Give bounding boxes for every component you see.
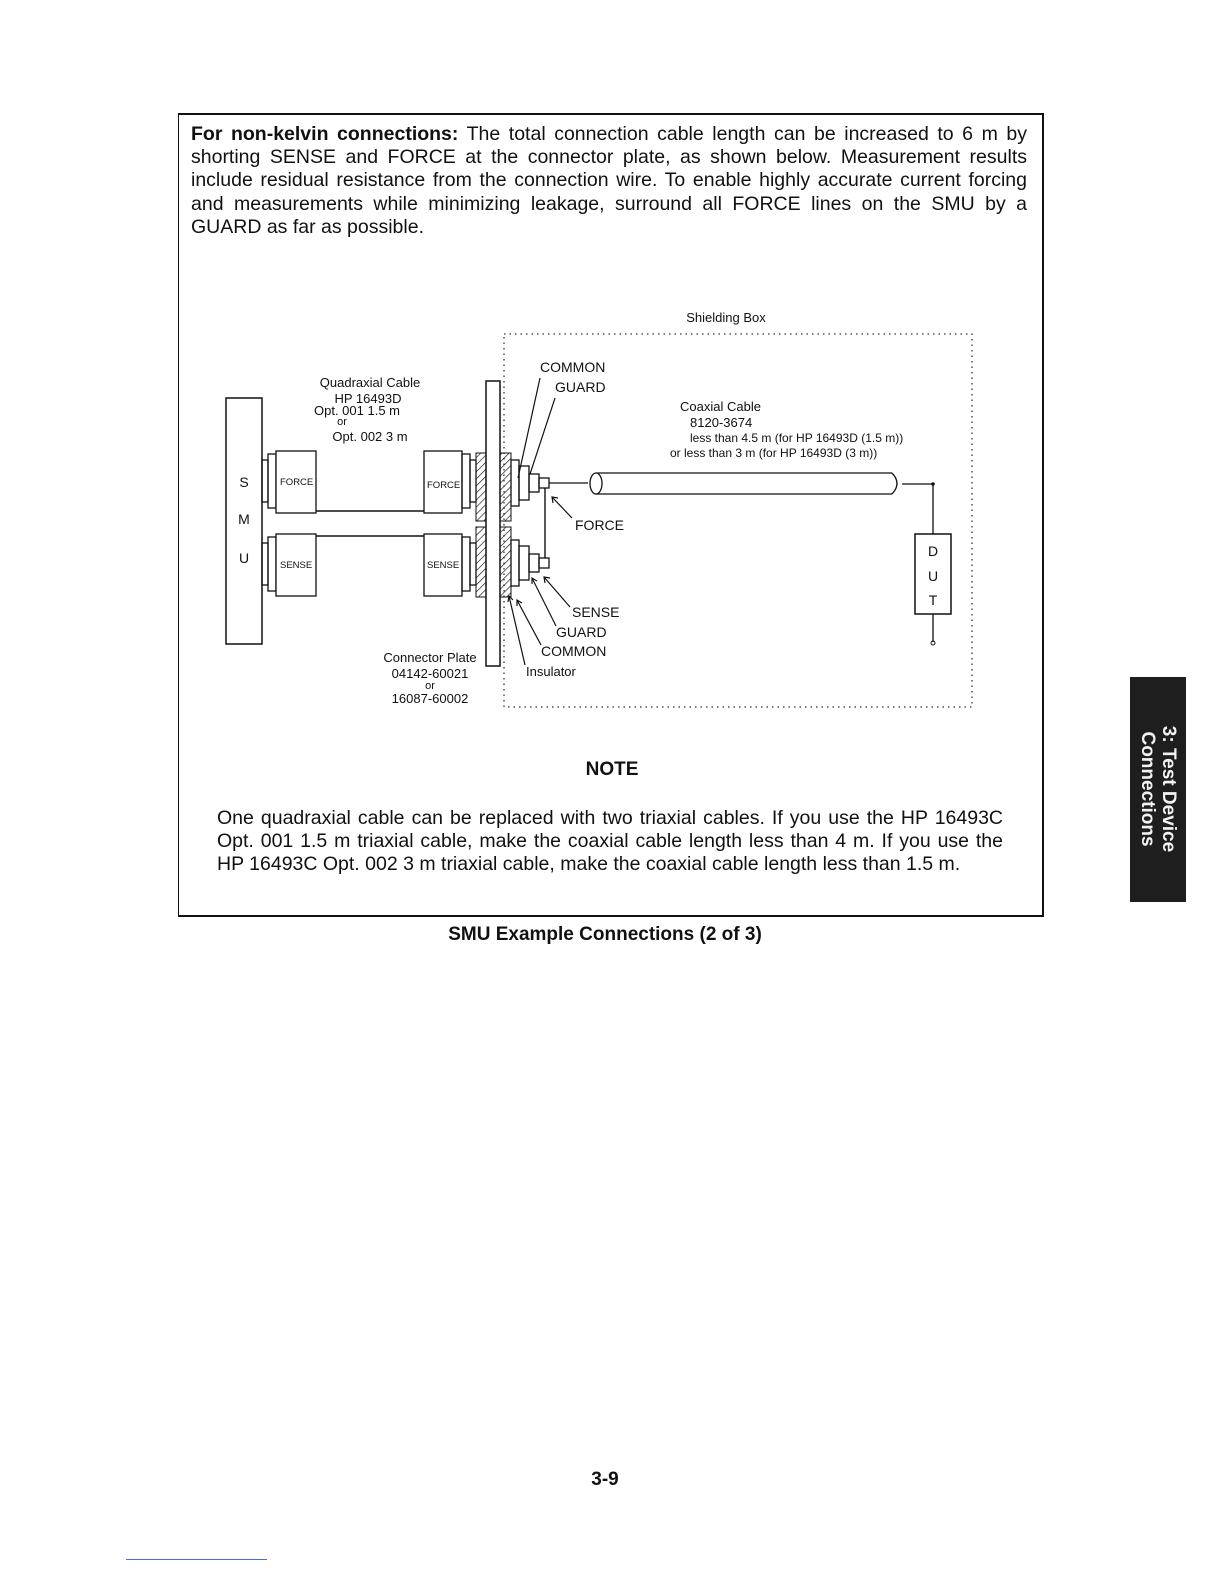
smu-letter-s: S <box>239 474 249 490</box>
connector-plate <box>486 381 500 666</box>
label-insulator: Insulator <box>526 664 576 679</box>
footer-rule <box>126 1559 267 1560</box>
label-guard-bottom: GUARD <box>556 624 607 640</box>
note-title: NOTE <box>585 759 639 780</box>
side-tab-line-2: Connections <box>1137 731 1158 847</box>
dut-letter-d: D <box>927 543 939 559</box>
dut-letter-t: T <box>928 592 938 608</box>
label-common-bottom: COMMON <box>541 643 607 659</box>
insulator-right-lower <box>500 527 511 597</box>
side-tab-label <box>1137 677 1179 902</box>
smu-force-connector <box>262 451 316 513</box>
insulator-right-upper <box>500 453 511 521</box>
smu-unit <box>226 398 262 644</box>
plate-force-connector <box>424 451 476 513</box>
svg-text:or: or <box>337 416 347 428</box>
smu-sense-label: SENSE <box>280 560 313 571</box>
smu-letter-m: M <box>238 511 250 527</box>
svg-text:Opt. 002 3 m: Opt. 002 3 m <box>332 429 408 444</box>
svg-text:Quadraxial Cable: Quadraxial Cable <box>319 375 421 390</box>
insulator-left-upper <box>476 453 486 521</box>
plate-force-label: FORCE <box>427 480 461 491</box>
svg-text:or: or <box>425 680 435 692</box>
svg-text:04142-60021: 04142-60021 <box>391 666 469 681</box>
force-leader <box>552 497 572 518</box>
svg-text:Coaxial Cable: Coaxial Cable <box>680 399 761 414</box>
plate-right-force-connector <box>511 460 549 506</box>
smu-sense-connector <box>262 534 316 596</box>
coaxial-cable-label <box>670 399 903 460</box>
quadraxial-cable <box>316 511 424 536</box>
svg-text:or less than 3 m (for HP 16493: or less than 3 m (for HP 16493D (3 m)) <box>670 446 878 460</box>
svg-text:Connector Plate: Connector Plate <box>383 650 477 665</box>
svg-text:less than 4.5 m (for HP 16493D: less than 4.5 m (for HP 16493D (1.5 m)) <box>690 431 904 445</box>
plate-sense-label: SENSE <box>427 560 460 571</box>
smu-force-label: FORCE <box>280 477 314 488</box>
label-sense: SENSE <box>572 604 620 620</box>
side-tab-line-1: 3: Test Device <box>1158 725 1179 853</box>
dut <box>915 534 951 614</box>
intro-lead: For non-kelvin connections: <box>191 123 459 145</box>
svg-text:8120-3674: 8120-3674 <box>690 415 753 430</box>
page-number: 3-9 <box>591 1469 619 1490</box>
figure-caption: SMU Example Connections (2 of 3) <box>448 924 762 945</box>
dut-letter-u: U <box>927 568 939 584</box>
chapter-side-tab <box>1130 677 1186 902</box>
label-force: FORCE <box>575 517 624 533</box>
intro-text: The total connection cable length can be increased to 6 m by shorting SENSE and FORCE at the connector plate, as shown below. Measurement results include residual resistance from the connection wire. To enable highly accurate current forcing and measurements while minimizing leakage, surround all FORCE lines on the SMU by a GUARD as far as possible. <box>191 123 1027 238</box>
top-leader-lines <box>518 378 555 478</box>
shielding-box-label: Shielding Box <box>686 310 766 325</box>
quadraxial-cable-label <box>314 375 420 444</box>
svg-text:HP 16493D: HP 16493D <box>334 391 402 406</box>
svg-text:Opt. 001 1.5 m: Opt. 001 1.5 m <box>314 403 400 418</box>
label-common-top: COMMON <box>540 359 606 375</box>
connector-plate-label <box>383 650 476 706</box>
plate-right-sense-connector <box>511 540 549 586</box>
plate-sense-connector <box>424 534 476 596</box>
note-body: One quadraxial cable can be replaced with two triaxial cables. If you use the HP 16493C Opt. 001 1.5 m triaxial cable, make the coaxial cable length less than 4 m. If you use the HP 16493C Opt. 002 3 m triaxial cable, make the coaxial cable length less than 1.5 m. <box>217 807 1003 876</box>
label-guard-top: GUARD <box>555 379 606 395</box>
insulator-left-lower <box>476 527 486 597</box>
svg-text:16087-60002: 16087-60002 <box>391 691 469 706</box>
dut-top-node <box>931 482 935 486</box>
smu-letter-u: U <box>238 550 250 566</box>
